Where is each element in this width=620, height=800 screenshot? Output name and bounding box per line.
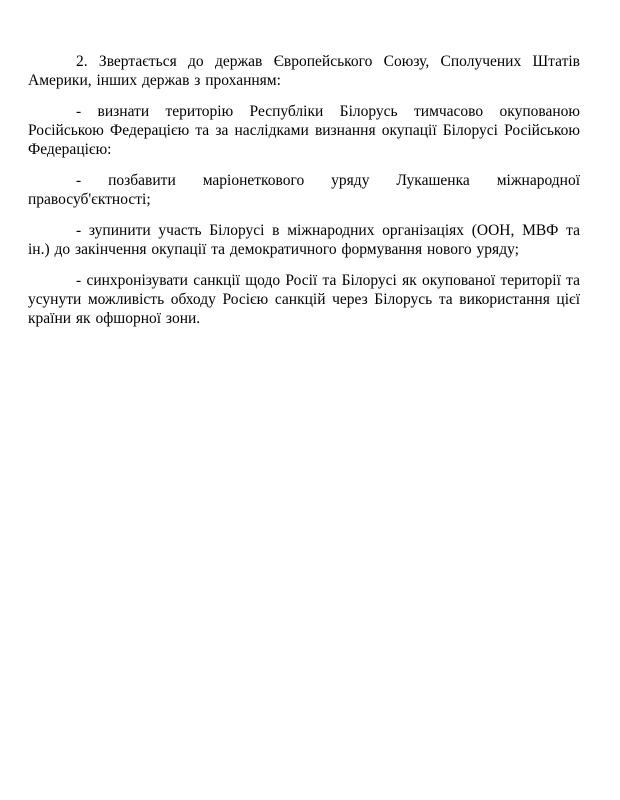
document-paragraph-bullet-synchronize-sanctions: - синхронізувати санкції щодо Росії та Білорусі як окупованої території та усунути можливість обходу Росією санкцій через Білорусь та використання цієї країни як офшорної зони. (28, 272, 580, 327)
document-text-block (28, 52, 580, 340)
document-paragraph-bullet-suspend-membership: - зупинити участь Білорусі в міжнародних організаціях (ООН, МВФ та ін.) до закінчення окупації та демократичного формування нового уряду; (28, 222, 580, 258)
document-paragraph-bullet-deprive-legal-personality: - позбавити маріонеткового уряду Лукашенка міжнародної правосуб'єктності; (28, 172, 580, 208)
document-paragraph-bullet-recognize-occupation: - визнати територію Республіки Білорусь тимчасово окупованою Російською Федерацією та за наслідками визнання окупації Білорусі Російською Федерацією: (28, 103, 580, 158)
document-paragraph-intro: 2. Звертається до держав Європейського Союзу, Сполучених Штатів Америки, інших держав з проханням: (28, 53, 580, 89)
